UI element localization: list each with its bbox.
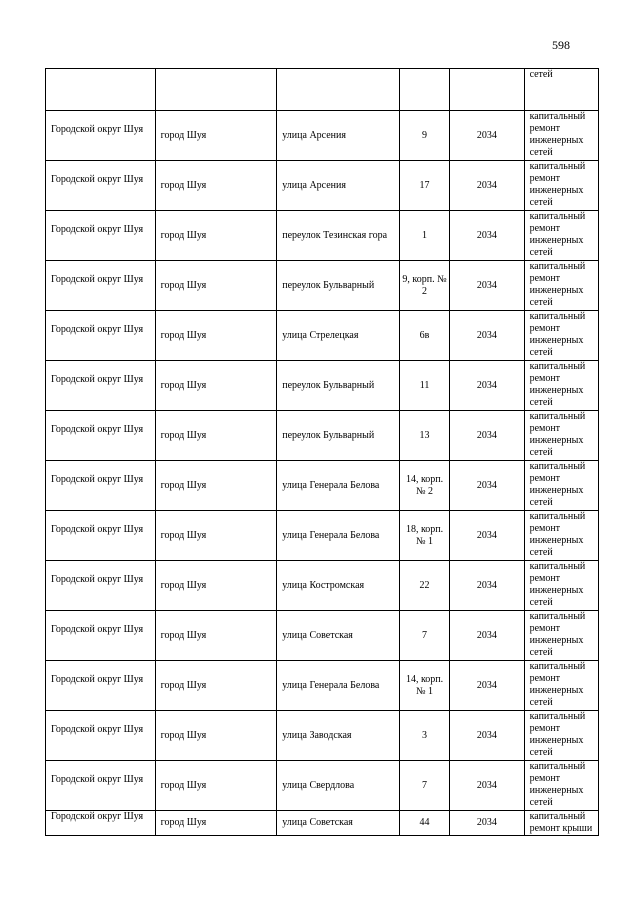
cell-house: 3: [399, 711, 449, 761]
cell-work: капитальный ремонт инженерных сетей: [524, 561, 598, 611]
cell-district: Городской округ Шуя: [46, 111, 156, 161]
cell-work: капитальный ремонт инженерных сетей: [524, 711, 598, 761]
cell-work: капитальный ремонт инженерных сетей: [524, 161, 598, 211]
table-row: [46, 361, 599, 411]
page-number: 598: [552, 38, 570, 52]
table-row: [46, 211, 599, 261]
cell-street: улица Генерала Белова: [277, 661, 400, 711]
cell-city: город Шуя: [155, 811, 277, 836]
cell-year: 2034: [450, 811, 524, 836]
cell-city: город Шуя: [155, 661, 277, 711]
cell-work: капитальный ремонт инженерных сетей: [524, 311, 598, 361]
cell-district: Городской округ Шуя: [46, 661, 156, 711]
cell-house: 44: [399, 811, 449, 836]
cell-district: Городской округ Шуя: [46, 161, 156, 211]
cell-work: капитальный ремонт инженерных сетей: [524, 611, 598, 661]
cell-district: Городской округ Шуя: [46, 811, 156, 836]
cell-house: 14, корп. № 2: [399, 461, 449, 511]
cell-house: 14, корп. № 1: [399, 661, 449, 711]
cell-district: Городской округ Шуя: [46, 761, 156, 811]
cell-district: Городской округ Шуя: [46, 211, 156, 261]
cell-district: Городской округ Шуя: [46, 261, 156, 311]
cell-district: Городской округ Шуя: [46, 361, 156, 411]
cell-city: город Шуя: [155, 261, 277, 311]
cell-work: капитальный ремонт инженерных сетей: [524, 211, 598, 261]
cell-year: 2034: [450, 611, 524, 661]
cell-work: капитальный ремонт инженерных сетей: [524, 661, 598, 711]
cell-street: улица Костромская: [277, 561, 400, 611]
cell-street: улица Генерала Белова: [277, 461, 400, 511]
cell-district: Городской округ Шуя: [46, 461, 156, 511]
cell-city: город Шуя: [155, 711, 277, 761]
cell-year: 2034: [450, 111, 524, 161]
cell-house: 9, корп. № 2: [399, 261, 449, 311]
cell-street: переулок Бульварный: [277, 261, 400, 311]
table-row: [46, 111, 599, 161]
cell-year: 2034: [450, 161, 524, 211]
table-row: [46, 461, 599, 511]
cell-work: капитальный ремонт инженерных сетей: [524, 361, 598, 411]
cell-house: 7: [399, 761, 449, 811]
table-row-continuation: [46, 69, 599, 111]
cell-house: 13: [399, 411, 449, 461]
cell-street: улица Заводская: [277, 711, 400, 761]
cell-year: 2034: [450, 711, 524, 761]
cell-year: [450, 69, 524, 111]
cell-house: 1: [399, 211, 449, 261]
cell-house: 6в: [399, 311, 449, 361]
table-row: [46, 311, 599, 361]
cell-street: переулок Бульварный: [277, 361, 400, 411]
cell-street: переулок Бульварный: [277, 411, 400, 461]
table-row: [46, 511, 599, 561]
cell-year: 2034: [450, 561, 524, 611]
cell-work: капитальный ремонт инженерных сетей: [524, 511, 598, 561]
cell-district: Городской округ Шуя: [46, 561, 156, 611]
cell-city: город Шуя: [155, 361, 277, 411]
cell-year: 2034: [450, 261, 524, 311]
cell-house: [399, 69, 449, 111]
table-body: [46, 69, 599, 836]
cell-city: город Шуя: [155, 161, 277, 211]
cell-street: улица Арсения: [277, 161, 400, 211]
table-row: [46, 811, 599, 836]
table-row: [46, 761, 599, 811]
cell-city: город Шуя: [155, 461, 277, 511]
cell-city: город Шуя: [155, 611, 277, 661]
cell-city: город Шуя: [155, 761, 277, 811]
cell-year: 2034: [450, 761, 524, 811]
cell-work: капитальный ремонт инженерных сетей: [524, 411, 598, 461]
cell-district: Городской округ Шуя: [46, 711, 156, 761]
cell-year: 2034: [450, 411, 524, 461]
cell-work: капитальный ремонт крыши: [524, 811, 598, 836]
cell-street: улица Советская: [277, 611, 400, 661]
table-row: [46, 661, 599, 711]
table-row: [46, 411, 599, 461]
cell-year: 2034: [450, 511, 524, 561]
cell-street: улица Генерала Белова: [277, 511, 400, 561]
cell-year: 2034: [450, 661, 524, 711]
cell-city: город Шуя: [155, 311, 277, 361]
cell-city: город Шуя: [155, 561, 277, 611]
cell-year: 2034: [450, 361, 524, 411]
table-row: [46, 561, 599, 611]
cell-street: улица Свердлова: [277, 761, 400, 811]
table-row: [46, 711, 599, 761]
cell-work: капитальный ремонт инженерных сетей: [524, 111, 598, 161]
cell-year: 2034: [450, 461, 524, 511]
cell-house: 18, корп. № 1: [399, 511, 449, 561]
cell-street: [277, 69, 400, 111]
cell-house: 9: [399, 111, 449, 161]
cell-district: [46, 69, 156, 111]
cell-work: капитальный ремонт инженерных сетей: [524, 261, 598, 311]
cell-street: переулок Тезинская гора: [277, 211, 400, 261]
cell-city: город Шуя: [155, 511, 277, 561]
cell-district: Городской округ Шуя: [46, 311, 156, 361]
cell-work: сетей: [524, 69, 598, 111]
cell-district: Городской округ Шуя: [46, 411, 156, 461]
table-row: [46, 261, 599, 311]
cell-work: капитальный ремонт инженерных сетей: [524, 761, 598, 811]
cell-street: улица Стрелецкая: [277, 311, 400, 361]
cell-house: 17: [399, 161, 449, 211]
cell-house: 22: [399, 561, 449, 611]
table-row: [46, 161, 599, 211]
cell-year: 2034: [450, 311, 524, 361]
cell-city: город Шуя: [155, 111, 277, 161]
cell-street: улица Советская: [277, 811, 400, 836]
cell-work: капитальный ремонт инженерных сетей: [524, 461, 598, 511]
table-row: [46, 611, 599, 661]
cell-district: Городской округ Шуя: [46, 611, 156, 661]
cell-city: [155, 69, 277, 111]
cell-district: Городской округ Шуя: [46, 511, 156, 561]
cell-street: улица Арсения: [277, 111, 400, 161]
housing-repair-table: [45, 68, 599, 836]
cell-city: город Шуя: [155, 211, 277, 261]
cell-house: 7: [399, 611, 449, 661]
cell-year: 2034: [450, 211, 524, 261]
cell-city: город Шуя: [155, 411, 277, 461]
cell-house: 11: [399, 361, 449, 411]
